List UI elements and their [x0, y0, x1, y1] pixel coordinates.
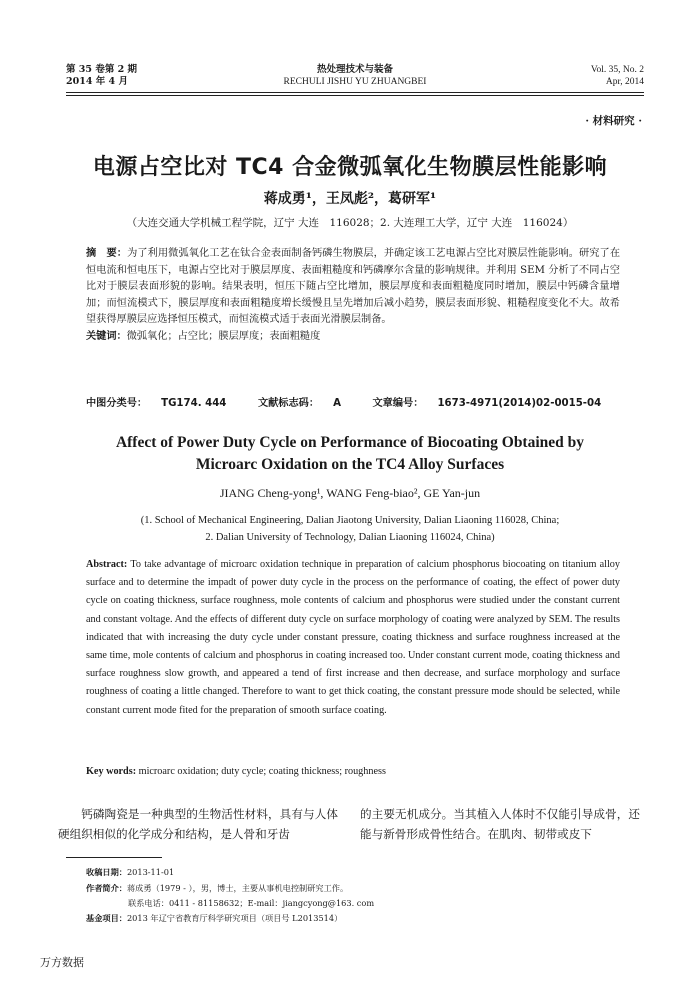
paper-title-cn: 电源占空比对 TC4 合金微弧氧化生物膜层性能影响: [92, 155, 608, 180]
footnote-contact: 联系电话：0411 - 81158632；E-mail：jiangcyong@163. com: [128, 898, 375, 908]
abstract-cn-text: 为了利用微弧氧化工艺在钛合金表面制备钙磷生物膜层，并确定该工艺电源占空比对膜层性能影响。研究了在恒电流和恒电压下，电源占空比对于膜层厚度、表面粗糙度和钙磷摩尔含量的影响规律。并利用 SEM 分析了不同占空比对于膜层表面形貌的影响。结果表明，恒压下随占空比增加，膜层厚度和表面粗糙度同时增加，膜层中钙磷含量增加；而恒流模式下，膜层厚度和表面粗糙度増长缓慢且呈先增加后减小趋势，膜层表面形貌、粗糙程度变化不大。故希望获得厚膜层应选择恒压模式，而恒流模式适于表面光滑膜层制备。: [86, 248, 621, 326]
abstract-en: [86, 556, 620, 720]
footnote-author: 作者简介：蒋成勇（1979 - ），男，博士，主要从事机电控制研究工作。: [86, 883, 349, 893]
affiliation-cn: （大连交通大学机械工程学院，辽宁 大连 116028；2. 大连理工大学，辽宁 大连 116024）: [126, 217, 574, 229]
paper-title-en: Affect of Power Duty Cycle on Performance of Biocoating Obtained by Microarc Oxidation on the TC4 Alloy Surfaces: [115, 434, 585, 473]
body-column-left: 钙磷陶瓷是一种典型的生物活性材料，具有与人体硬组织相似的化学成分和结构，是人骨和牙齿: [58, 807, 338, 841]
section-category: · 材料研究 ·: [585, 115, 642, 127]
footnote-rule: [66, 857, 162, 858]
keywords-en: [86, 766, 620, 777]
footnote-received: 收稿日期：2013-11-01: [86, 867, 175, 877]
running-header: [66, 64, 644, 94]
abstract-en-text: To take advantage of microarc oxidation technique in preparation of calcium phosphorus biocoating on titanium alloy surface and to determine the impadt of power duty cycle in the process on the performance of coating, the effect of power duty cycle on coating thickness, surface roughness, mole contents of calcium and phosphorus were studied under the constant current and constant voltage. And the effects of different duty cycle on surface morphology of coating were analyzed by SEM. The results indicated that with increasing the duty cycle under constant pressure, coating thickness and surface roughness increased at the same time, mole contents of calcium and phosphorus in coating increased too. Under constant current mode, coating thickness and surface roughness slow growth, and appeared a tend of first increase and then decrease, and surface morphology and surface roughness of coating a little changed. Therefore to want to get thick coating, the constant pressure mode should be selected, while constant current mode fited for the preparation of smooth surface coating.: [86, 559, 620, 716]
header-volume: 第 35 卷第 2 期 2014 年 4 月: [66, 64, 138, 87]
article-number: 文章编号： 1673-4971(2014)02-0015-04: [372, 398, 602, 409]
keywords-en-label: Key words:: [86, 766, 137, 777]
header-journal: 热处理技术与装备 RECHULI JISHU YU ZHUANGBEI: [283, 64, 427, 87]
keywords-cn-text: 微弧氧化；占空比；膜层厚度；表面粗糙度: [126, 330, 321, 342]
classification-line: [86, 394, 620, 409]
header-issue: Vol. 35, No. 2 Apr, 2014: [590, 65, 644, 87]
header-rule-top: [66, 92, 644, 93]
header-rule-bottom: [66, 95, 644, 96]
footnote-fund: 基金项目：2013 年辽宁省教育厅科学研究项目（项目号 L2013514）: [86, 913, 343, 923]
keywords-cn: [86, 329, 620, 346]
authors-en: JIANG Cheng-yong¹, WANG Feng-biao², GE Yan-jun: [219, 486, 481, 500]
authors-cn: 蒋成勇¹，王凤彪²，葛研军¹: [263, 191, 437, 207]
document-code: 文献标志码： A: [257, 398, 341, 409]
abstract-cn: [86, 246, 620, 346]
abstract-en-label: Abstract:: [86, 559, 128, 570]
body-column-right: 的主要无机成分。当其植入人体时不仅能引导成骨，还能与新骨形成骨性结合。在肌肉、韧带或皮下: [360, 807, 640, 841]
keywords-cn-label: 关键词：: [86, 330, 127, 342]
watermark: 万方数据: [40, 956, 84, 969]
affiliation-en: (1. School of Mechanical Engineering, Dalian Jiaotong University, Dalian Liaoning 116028, China; 2. Dalian University of Technology, Dalian Liaoning 116024, China): [140, 515, 560, 543]
clc-number: 中图分类号： TG174. 444: [86, 398, 227, 409]
keywords-en-text: microarc oxidation; duty cycle; coating thickness; roughness: [138, 766, 386, 777]
abstract-cn-label: 摘 要：: [86, 248, 128, 259]
